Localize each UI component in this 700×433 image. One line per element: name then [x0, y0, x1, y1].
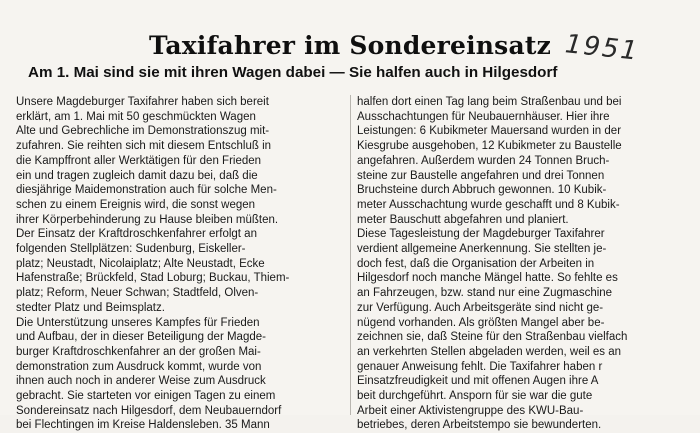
text-line: die Kampffront aller Werktätigen für den Frieden	[16, 154, 262, 167]
text-line: folgenden Stellplätzen: Sudenburg, Eiskeller-	[16, 243, 246, 256]
text-line: Arbeit einer Aktivistengruppe des KWU-Bau-	[357, 404, 584, 417]
text-line: betriebes, deren Arbeitstempo sie bewunderten.	[357, 419, 602, 432]
text-line: steine zur Baustelle angefahren und drei Tonnen	[357, 169, 605, 182]
text-line: zur Verfügung. Auch Arbeitsgeräte sind nicht ge-	[357, 301, 604, 314]
text-line: ihrer Körperbehinderung zu Hause bleiben müßten.	[16, 213, 279, 226]
text-line: burger Kraftdroschkenfahrer an der großen Mai-	[16, 345, 261, 358]
text-line: Alte und Gebrechliche im Demonstrationszug mit-	[16, 125, 270, 138]
text-line: an Fahrzeugen, bzw. stand nur eine Zugmaschine	[357, 287, 613, 300]
text-line: doch fest, daß die Organisation der Arbeiten in	[357, 257, 595, 270]
text-line: Leistungen: 6 Kubikmeter Mauersand wurden in der	[357, 125, 622, 138]
text-line: und Aufbau, der in dieser Beteiligung der Magde-	[16, 331, 266, 344]
text-line: genauer Anweisung fehlt. Die Taxifahrer haben r	[357, 360, 603, 373]
text-line: erklärt, am 1. Mai mit 50 geschmückten Wagen	[16, 110, 256, 123]
text-line: meter Bauschutt abgefahren und planiert.	[357, 213, 569, 226]
article-column-right	[357, 95, 697, 433]
text-line: Hafenstraße; Brückfeld, Stad Loburg; Buckau, Thiem-	[16, 272, 290, 285]
text-line: diesjährige Maidemonstration auch für solche Men-	[16, 184, 277, 197]
text-line: angefahren. Außerdem wurden 24 Tonnen Bruch-	[357, 154, 610, 167]
text-line: Einsatzfreudigkeit und mit offenen Augen ihre A	[357, 375, 599, 388]
text-line: Ausschachtungen für Neubauernhäuser. Hier ihre	[357, 110, 610, 123]
text-line: meter Ausschachtung wurde geschafft und 8 Kubik-	[357, 198, 620, 211]
text-line: ein und tragen zugleich damit dazu bei, daß die	[16, 169, 258, 182]
text-line: Bruchsteine durch Abbruch gewonnen. 10 Kubik-	[357, 184, 607, 197]
column-divider	[350, 95, 351, 415]
text-line: nügend vorhanden. Als größten Mangel aber be-	[357, 316, 605, 329]
text-line: Der Einsatz der Kraftdroschkenfahrer erfolgt an	[16, 228, 257, 241]
text-line: zufahren. Sie reihten sich mit diesem Entschluß in	[16, 140, 272, 153]
text-line: schen zu einem Ereignis wird, die sonst wegen	[16, 198, 256, 211]
text-line: gebracht. Sie starteten vor einigen Tagen zu einem	[16, 390, 276, 403]
text-line: Diese Tagesleistung der Magdeburger Taxifahrer	[357, 228, 605, 241]
text-line: Sondereinsatz nach Hilgesdorf, dem Neubauerndorf	[16, 404, 282, 417]
text-line: halfen dort einen Tag lang beim Straßenbau und bei	[357, 96, 622, 108]
text-line: bei Flechtingen im Kreise Haldensleben. 35 Mann	[16, 419, 270, 432]
text-line: Die Unterstützung unseres Kampfes für Frieden	[16, 316, 260, 329]
text-line: Hilgesdorf noch manche Mängel hatte. So fehlte es	[357, 272, 618, 285]
article-column-left	[16, 95, 346, 433]
text-line: an verkehrten Stellen abgeladen werden, weil es an	[357, 345, 622, 358]
text-line: demonstration zum Ausdruck kommt, wurde von	[16, 360, 262, 373]
text-line: ihnen auch noch in anderer Weise zum Ausdruck	[16, 375, 266, 388]
text-line: verdient allgemeine Anerkennung. Sie stellten je-	[357, 243, 607, 256]
text-line: Unsere Magdeburger Taxifahrer haben sich bereit	[16, 96, 269, 108]
text-line: platz; Neustadt, Nicolaiplatz; Alte Neustadt, Ecke	[16, 257, 265, 270]
text-line: platz; Reform, Neuer Schwan; Stadtfeld, Olven-	[16, 287, 259, 300]
headline: Taxifahrer im Sondereinsatz	[148, 31, 551, 60]
text-line: stedter Platz und Beimsplatz.	[16, 301, 165, 314]
text-line: beit durchgeführt. Ansporn für sie war die gute	[357, 390, 593, 403]
handwritten-year-annotation: 1951	[563, 29, 641, 67]
text-line: Kiesgrube ausgehoben, 12 Kubikmeter zu Baustelle	[357, 140, 622, 153]
subheadline: Am 1. Mai sind sie mit ihren Wagen dabei — Sie halfen auch in Hilgesdorf	[28, 64, 558, 81]
text-line: zeichnen sie, daß Steine für den Straßenbau vielfach	[357, 331, 628, 344]
